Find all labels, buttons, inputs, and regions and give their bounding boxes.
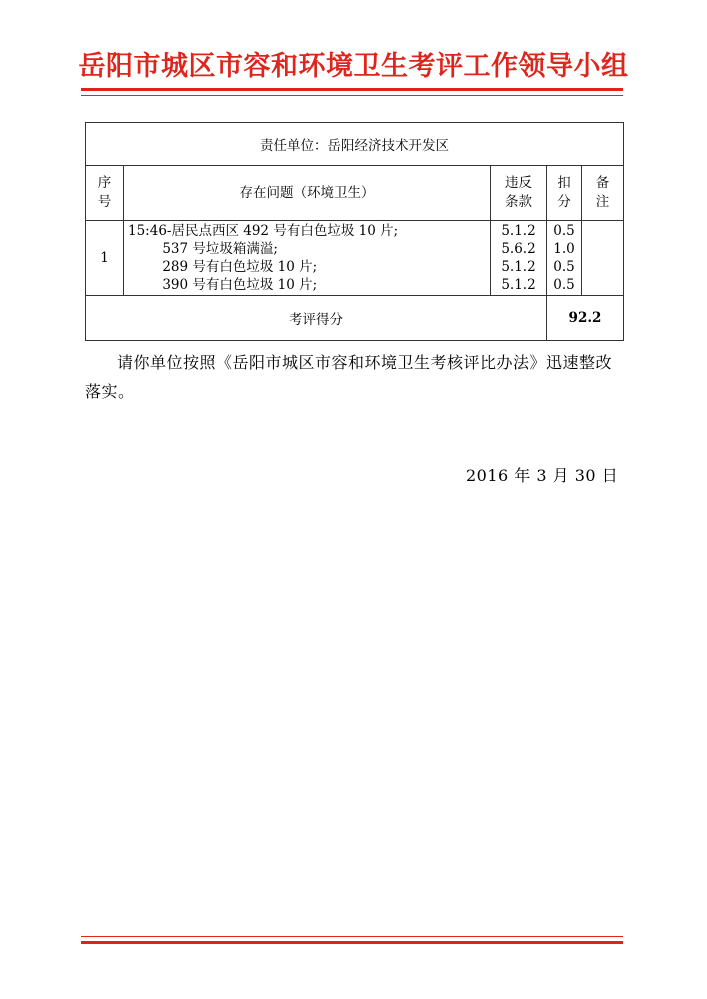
responsible-unit-row: [86, 123, 624, 166]
evaluation-table: [85, 122, 624, 341]
deduction-value: 0.5: [553, 259, 575, 275]
total-score-row: [86, 296, 624, 341]
row-clauses: [491, 221, 547, 296]
deduction-value: 0.5: [553, 223, 575, 239]
footer-rule-thin: [81, 936, 623, 937]
row-seq: 1: [86, 221, 124, 296]
header-rule-thin: [81, 95, 623, 96]
issue-line: 390 号有白色垃圾 10 片;: [128, 277, 318, 293]
issue-line: 537 号垃圾箱满溢;: [128, 241, 278, 257]
deduction-value: 1.0: [553, 241, 575, 257]
col-header-clause: 违反条款: [505, 175, 532, 210]
table-header-row: [86, 166, 624, 221]
clause-value: 5.1.2: [501, 223, 536, 239]
footer-rule-thick: [81, 941, 623, 944]
row-note: [582, 221, 624, 296]
document-title: 岳阳市城区市容和环境卫生考评工作领导小组: [78, 51, 629, 82]
deduction-value: 0.5: [553, 277, 575, 293]
issue-line: 289 号有白色垃圾 10 片;: [128, 259, 318, 275]
row-issues: [124, 221, 491, 296]
issue-line: 15:46-居民点西区 492 号有白色垃圾 10 片;: [128, 223, 399, 239]
responsible-unit-label: 责任单位：岳阳经济技术开发区: [86, 123, 624, 166]
total-score-value: 92.2: [547, 296, 624, 341]
col-header-issue: 存在问题（环境卫生）: [124, 166, 491, 221]
col-header-deduct: 扣分: [557, 175, 571, 210]
document-date: 2016 年 3 月 30 日: [466, 466, 619, 485]
instruction-paragraph: 请你单位按照《岳阳市城区市容和环境卫生考核评比办法》迅速整改落实。: [85, 353, 613, 401]
clause-value: 5.1.2: [501, 277, 536, 293]
col-header-note: 备注: [595, 175, 610, 210]
header-rule-thick: [81, 88, 623, 91]
col-header-seq: 序号: [97, 175, 112, 210]
total-score-label: 考评得分: [86, 296, 547, 341]
clause-value: 5.1.2: [501, 259, 536, 275]
clause-value: 5.6.2: [501, 241, 536, 257]
table-row: [86, 221, 624, 296]
row-deductions: [547, 221, 582, 296]
